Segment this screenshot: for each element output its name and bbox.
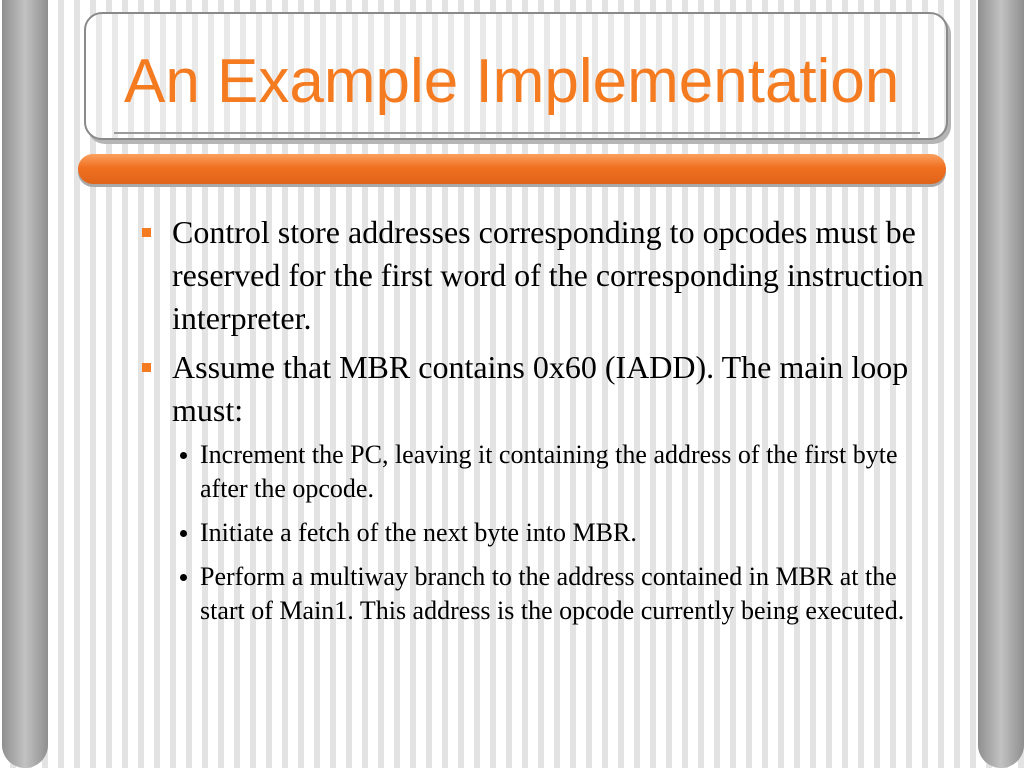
sub-bullet-item bbox=[172, 516, 940, 550]
slide-title: An Example Implementation bbox=[124, 47, 900, 116]
orange-divider-bar bbox=[78, 154, 946, 184]
bullet-text: Control store addresses corresponding to opcodes must be reserved for the first word of the corresponding instruction interpreter. bbox=[172, 214, 924, 336]
sub-bullet-text: Increment the PC, leaving it containing the address of the first byte after the opcode. bbox=[200, 440, 898, 503]
right-decorative-pillar bbox=[978, 0, 1024, 768]
bullet-item bbox=[140, 211, 940, 340]
square-bullet-icon bbox=[142, 363, 151, 372]
slide-body bbox=[140, 211, 940, 638]
dot-bullet-icon bbox=[180, 530, 187, 537]
sub-bullet-text: Initiate a fetch of the next byte into MBR. bbox=[200, 518, 637, 547]
bullet-text: Assume that MBR contains 0x60 (IADD). The main loop must: bbox=[172, 349, 909, 428]
bullet-item bbox=[140, 346, 940, 628]
sub-bullet-text: Perform a multiway branch to the address contained in MBR at the start of Main1. This address is the opcode currently being executed. bbox=[200, 562, 905, 625]
left-decorative-pillar bbox=[2, 0, 48, 768]
sub-bullet-item bbox=[172, 560, 940, 628]
dot-bullet-icon bbox=[180, 574, 187, 581]
sub-bullet-list bbox=[172, 438, 940, 628]
title-frame-underline bbox=[114, 132, 920, 134]
sub-bullet-item bbox=[172, 438, 940, 506]
square-bullet-icon bbox=[142, 228, 151, 237]
dot-bullet-icon bbox=[180, 452, 187, 459]
